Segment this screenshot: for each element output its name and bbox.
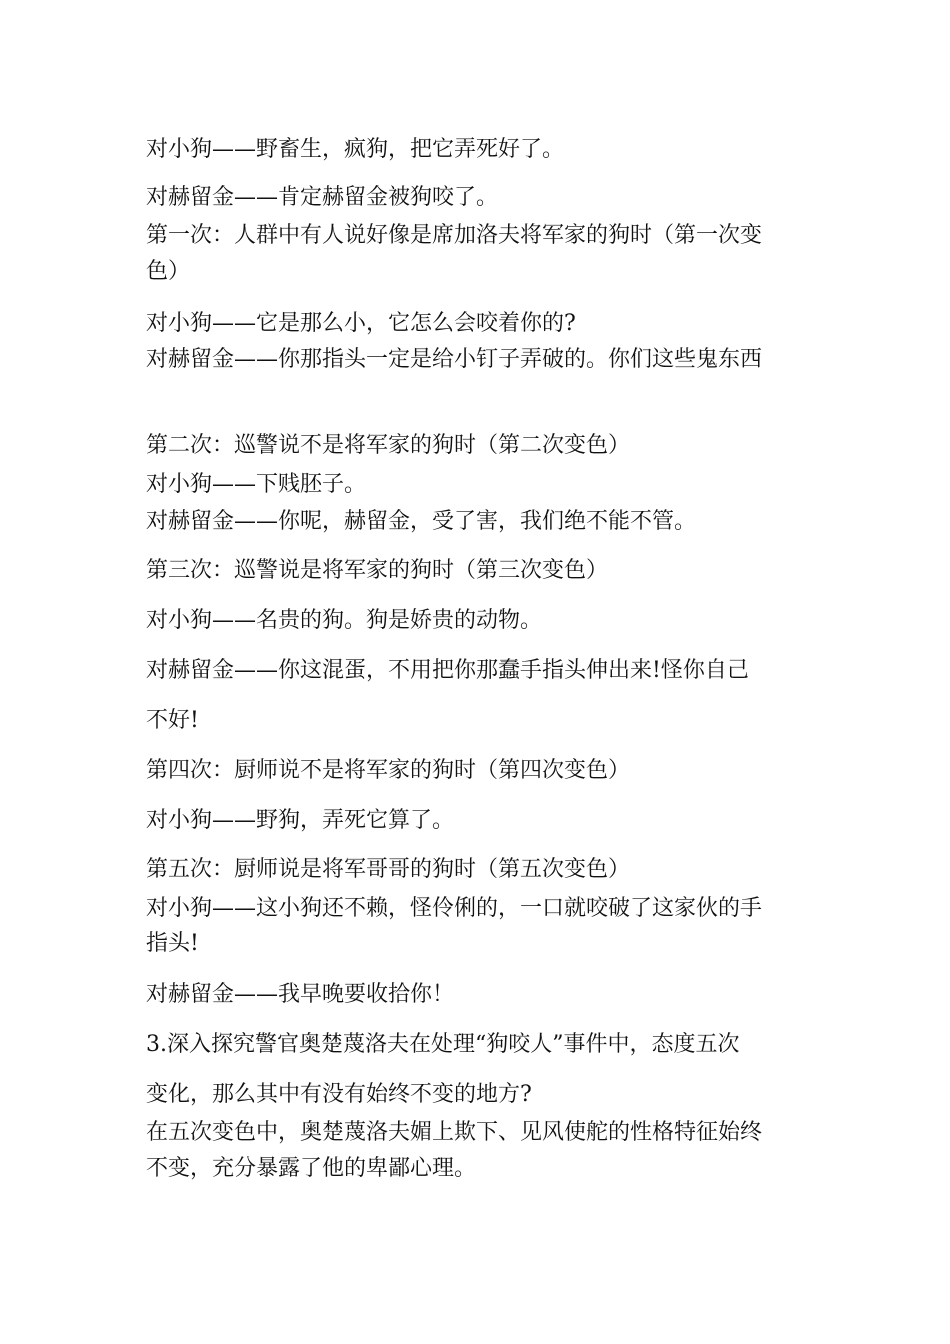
text-line: 对赫留金——我早晚要收拾你！ [146, 982, 455, 1007]
text-line: 对小狗——野畜生，疯狗，把它弄死好了。 [146, 137, 565, 162]
text-line: 对赫留金——你这混蛋，不用把你那蠢手指头伸出来!怪你自己 [146, 658, 749, 683]
text-line: 对赫留金——你呢，赫留金，受了害，我们绝不能不管。 [146, 509, 697, 534]
text-line: 不变，充分暴露了他的卑鄙心理。 [146, 1156, 477, 1181]
text-line: 3.深入探究警官奥楚蔑洛夫在处理“狗咬人”事件中，态度五次 [146, 1032, 740, 1057]
text-line: 对赫留金——肯定赫留金被狗咬了。 [146, 185, 499, 210]
text-line: 第五次：厨师说是将军哥哥的狗时（第五次变色） [146, 857, 631, 882]
text-line: 对小狗——野狗，弄死它算了。 [146, 808, 455, 833]
text-line: 指头! [146, 931, 199, 956]
text-line: 色） [146, 259, 191, 284]
text-line: 对小狗——这小狗还不赖，怪伶俐的，一口就咬破了这家伙的手 [146, 896, 763, 921]
text-line: 对小狗——下贱胚子。 [146, 472, 367, 497]
text-line: 在五次变色中，奥楚蔑洛夫媚上欺下、见风使舵的性格特征始终 [146, 1120, 763, 1145]
text-line: 第四次：厨师说不是将军家的狗时（第四次变色） [146, 758, 631, 783]
text-line: 第二次：巡警说不是将军家的狗时（第二次变色） [146, 433, 631, 458]
text-line: 不好! [146, 708, 199, 733]
text-line: 第一次：人群中有人说好像是席加洛夫将军家的狗时（第一次变 [146, 223, 763, 248]
text-line: 第三次：巡警说是将军家的狗时（第三次变色） [146, 558, 609, 583]
text-line: 变化，那么其中有没有始终不变的地方? [146, 1082, 532, 1107]
text-line: 对小狗——名贵的狗。狗是娇贵的动物。 [146, 608, 543, 633]
text-line: 对赫留金——你那指头一定是给小钉子弄破的。你们这些鬼东西 [146, 347, 763, 372]
text-line: 对小狗——它是那么小，它怎么会咬着你的? [146, 311, 576, 336]
